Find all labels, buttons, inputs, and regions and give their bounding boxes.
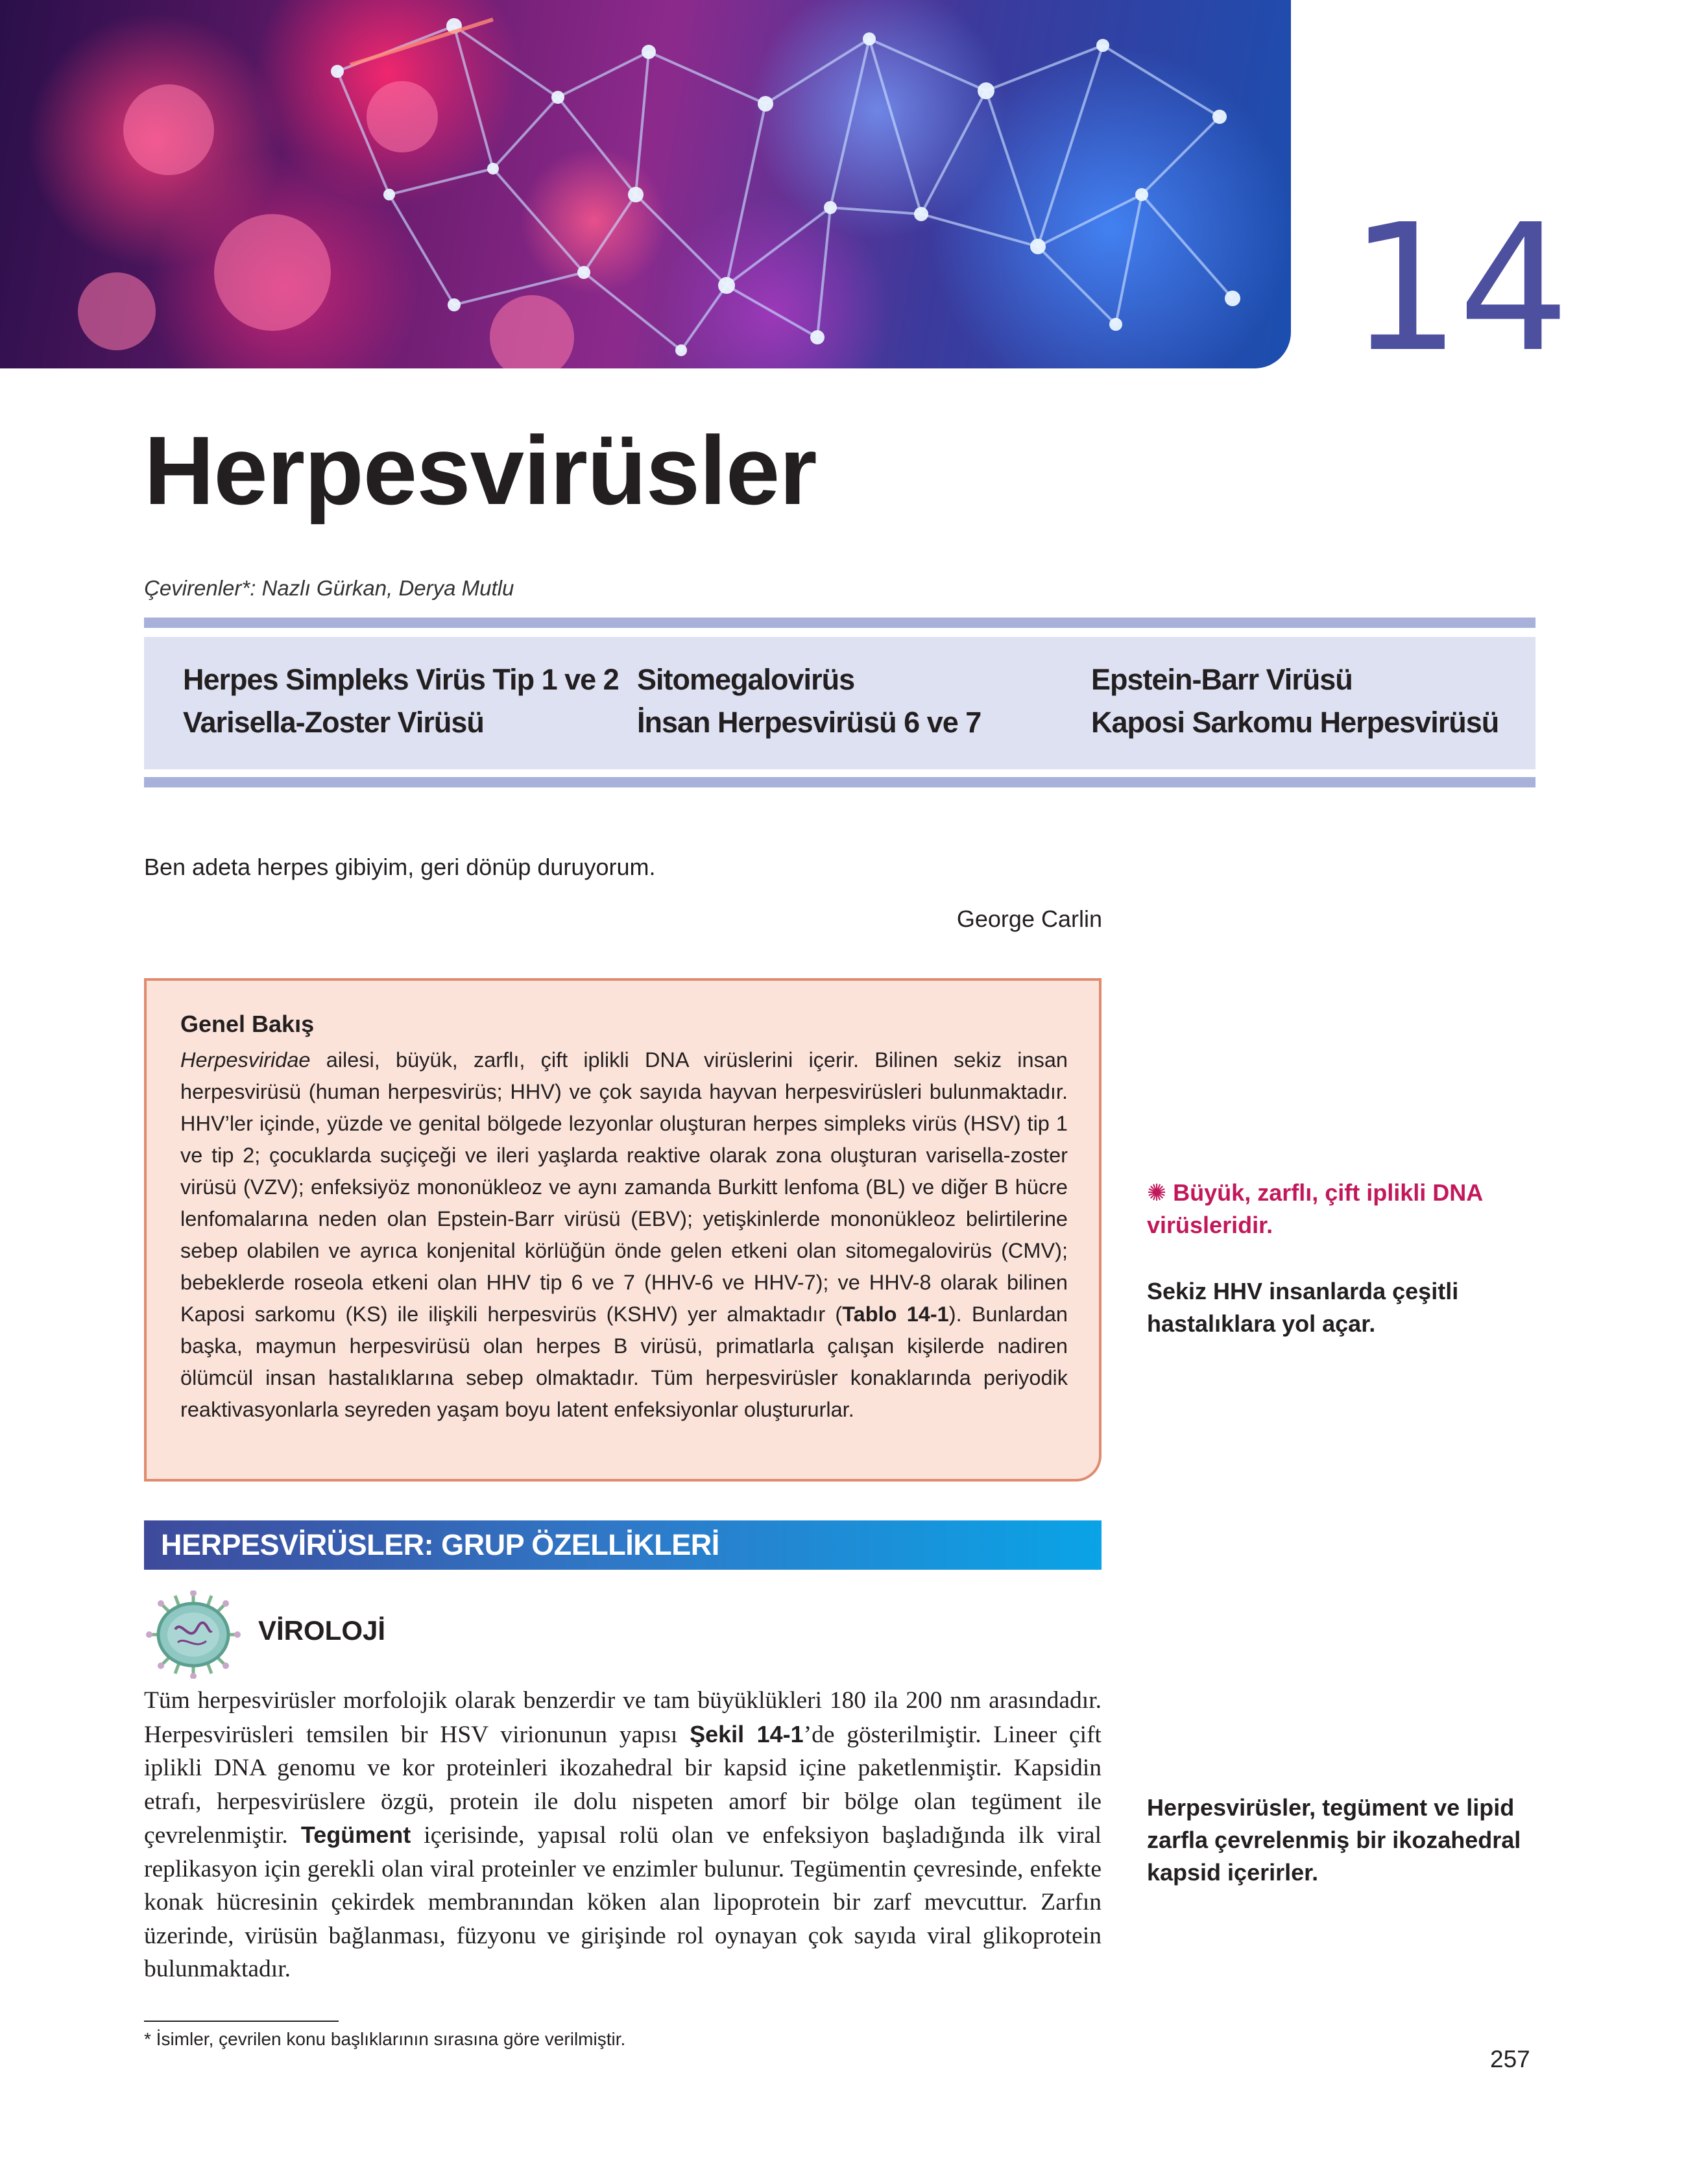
molecular-network-graphic bbox=[0, 0, 1291, 368]
figure-reference-link[interactable]: Şekil 14-1 bbox=[690, 1720, 804, 1747]
margin-note: Sekiz HHV insanlarda çeşitli hastalıklara yol açar. bbox=[1147, 1278, 1459, 1337]
body-text-part: Tüm herpesvirüsler morfolojik olarak benzerdir ve tam büyüklükleri 180 ila 200 nm arasındadır. Herpesvirüsleri temsilen bir HSV virionunun yapısı bbox=[144, 1687, 1102, 1748]
topic-item: Sitomegalovirüs bbox=[637, 663, 855, 696]
topics-bottom-rule bbox=[144, 777, 1535, 787]
chapter-number: 14 bbox=[1349, 186, 1567, 390]
key-term: Tegüment bbox=[300, 1821, 411, 1848]
overview-family-name: Herpesviridae bbox=[180, 1048, 311, 1072]
chapter-title: Herpesvirüsler bbox=[144, 416, 817, 525]
footnote-rule bbox=[144, 2021, 339, 2022]
section-title: HERPESVİRÜSLER: GRUP ÖZELLİKLERİ bbox=[161, 1528, 719, 1561]
topic-item: Epstein-Barr Virüsü bbox=[1091, 663, 1353, 696]
overview-heading: Genel Bakış bbox=[180, 1011, 315, 1037]
overview-text-part: ailesi, büyük, zarflı, çift iplikli DNA virüslerini içerir. Bilinen sekiz insan herpesvirüsü (human herpesvirüs; HHV) ve çok sayıda hayvan herpesvirüsleri bulunmaktadır. HHV’ler içinde, yüzde ve genital bölgede lezyonlar oluşturan herpes simpleks virüs (HSV) tip 1 ve tip 2; çocuklarda suçiçeği ve ileri yaşlarda reaktive olarak zona oluşturan varisella-zoster virüsü (VZV); enfeksiyöz mononükleoz ve aynı zamanda Burkitt lenfoma (BL) ve diğer B hücre lenfomalarına neden olan Epstein-Barr virüsü (EBV); yetişkinlerde mononükleoz belirtilerine sebep olabilen ve ayrıca konjenital körlüğün önde gelen etkeni olan sitomegalovirüs (CMV); bebeklerde roseola etkeni olan HHV tip 6 ve 7 (HHV-6 ve HHV-7); ve HHV-8 olarak bilinen Kaposi sarkomu (KS) ile ilişkili herpesvirüs (KSHV) yer almaktadır ( bbox=[180, 1048, 1068, 1326]
translators-credit: Çevirenler*: Nazlı Gürkan, Derya Mutlu bbox=[144, 576, 514, 600]
page-number: 257 bbox=[1490, 2046, 1530, 2072]
footnote: * İsimler, çevrilen konu başlıklarının sırasına göre verilmiştir. bbox=[144, 2029, 626, 2049]
topic-item: Herpes Simpleks Virüs Tip 1 ve 2 bbox=[183, 663, 619, 696]
chapter-banner-image bbox=[0, 0, 1291, 368]
table-reference-link[interactable]: Tablo 14-1 bbox=[842, 1302, 949, 1326]
topic-item: Varisella-Zoster Virüsü bbox=[183, 706, 484, 739]
epigraph-quote: Ben adeta herpes gibiyim, geri dönüp duruyorum. bbox=[144, 854, 656, 880]
topics-top-rule bbox=[144, 618, 1535, 628]
body-paragraph bbox=[144, 1684, 1102, 1986]
topic-item: Kaposi Sarkomu Herpesvirüsü bbox=[1091, 706, 1499, 739]
body-text-part: içerisinde, yapısal rolü olan ve enfeksiyon başladığında ilk viral replikasyon için gerekli olan viral proteinler ve enzimler bulunur. Tegümentin çevresinde, enfekte konak hücresinin çekirdek membranından köken alan lipoprotein bir zarf mevcuttur. Zarfın üzerinde, virüsün bağlanması, füzyonu ve girişinde rol oynayan çok sayıda viral glikoprotein bulunmaktadır. bbox=[144, 1822, 1102, 1982]
overview-text-part: ). Bunlardan başka, maymun herpesvirüsü olan herpes B virüsü, primatlarla çalışan kişilerde nadiren ölümcül insan hastalıklarına sebep olmaktadır. Tüm herpesvirüsler konaklarında periyodik reaktivasyonlarla seyreden yaşam boyu latent enfeksiyonlar oluştururlar. bbox=[180, 1302, 1068, 1421]
chapter-topics-box bbox=[144, 637, 1535, 769]
overview-text bbox=[180, 1044, 1068, 1426]
section-heading-bar bbox=[144, 1520, 1102, 1570]
virus-icon bbox=[144, 1590, 243, 1679]
overview-box bbox=[144, 978, 1102, 1482]
margin-note-key-point: ✺ Büyük, zarflı, çift iplikli DNA virüsleridir. bbox=[1147, 1179, 1482, 1238]
subsection-title: VİROLOJİ bbox=[258, 1615, 386, 1646]
epigraph-author: George Carlin bbox=[956, 906, 1102, 932]
margin-note: Herpesvirüsler, tegüment ve lipid zarfla çevrelenmiş bir ikozahedral kapsid içerirler. bbox=[1147, 1794, 1521, 1886]
topic-item: İnsan Herpesvirüsü 6 ve 7 bbox=[637, 706, 981, 739]
body-text-part: ’de gösterilmiştir. Lineer çift iplikli DNA genomu ve kor proteinleri ikozahedral bir kapsid içine paketlenmiştir. Kapsidin etrafı, herpesvirüslere özgü, protein ile dolu nispeten amorf bir bölge olan tegüment ile çevrelenmiştir. bbox=[144, 1721, 1102, 1849]
